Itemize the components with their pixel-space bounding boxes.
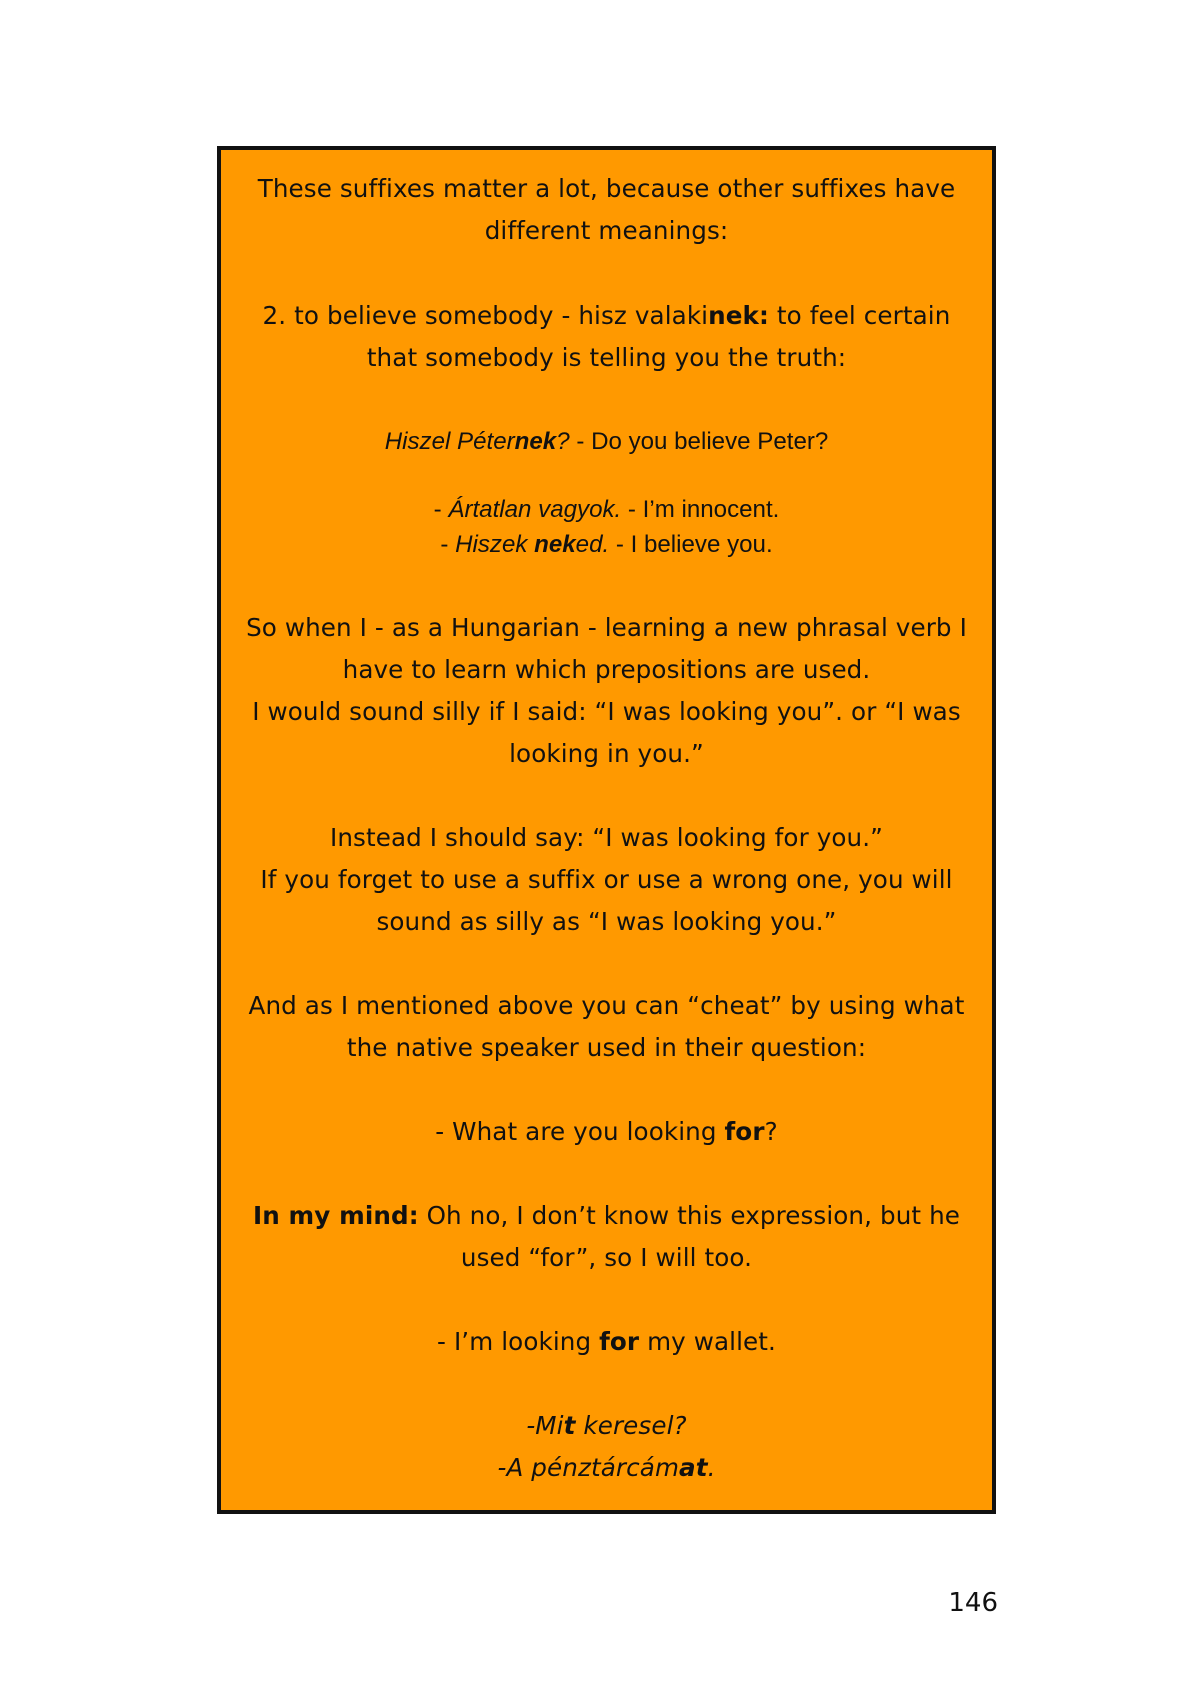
hungarian-answer-b: . [707,1453,716,1482]
para-hungarian-text-1: So when I - as a Hungarian - learning a new phrasal verb I [246,613,967,642]
para-instead-text-3: sound as silly as “I was looking you.” [376,907,837,936]
para-cheat-line-2 [221,1033,992,1062]
dialog-question-preposition: for [724,1117,765,1146]
example-question-en: - Do you believe Peter? [569,428,829,455]
dialog-answer-text-b: my wallet. [639,1327,776,1356]
hungarian-answer-a: -A pénztárcám [497,1453,680,1482]
reply1-dash: - [433,496,449,523]
hungarian-question-suffix: t [563,1411,576,1440]
reply2-suffix: nek [534,531,576,558]
in-my-mind-label: In my mind: [252,1201,419,1230]
dialog-question-mark: ? [764,1117,778,1146]
point2-text-b: to feel certain [768,301,951,330]
para-cheat-text-2: the native speaker used in their question: [346,1033,867,1062]
para-hungarian-text-3: I would sound silly if I said: “I was looking you”. or “I was [252,697,961,726]
in-my-mind-line-2 [221,1243,992,1272]
reply2-hu-a: Hiszek [455,531,535,558]
para-instead-text-2: If you forget to use a suffix or use a wrong one, you will [260,865,953,894]
reply2-hu-b: ed. [575,531,610,558]
dialog-answer-preposition: for [599,1327,640,1356]
in-my-mind-line-1 [221,1201,992,1230]
para-instead-line-1 [221,823,992,852]
example-question-suffix: nek [514,428,557,455]
intro-text-2: different meanings: [484,216,729,245]
para-hungarian-line-4 [221,739,992,768]
para-hungarian-text-2: have to learn which prepositions are used. [342,655,871,684]
point2-line-1 [221,301,992,330]
dialog-answer-text-a: - I’m looking [437,1327,600,1356]
point2-line-2 [221,343,992,372]
in-my-mind-text-2: used “for”, so I will too. [460,1243,753,1272]
para-hungarian-line-3 [221,697,992,726]
hungarian-question-b: keresel? [575,1411,687,1440]
para-hungarian-line-1 [221,613,992,642]
reply2-en: - I believe you. [609,531,773,558]
para-instead-text-1: Instead I should say: “I was looking for you.” [329,823,884,852]
para-instead-line-2 [221,865,992,894]
example-question-hu: Hiszel Péter [384,428,515,455]
intro-text-1: These suffixes matter a lot, because other suffixes have [257,174,956,203]
example-reply-2 [221,531,992,559]
highlight-box [217,146,996,1514]
hungarian-dialog-line-1 [221,1411,992,1440]
in-my-mind-text-1: Oh no, I don’t know this expression, but he [418,1201,961,1230]
hungarian-answer-suffix: at [679,1453,708,1482]
point2-text-a: 2. to believe somebody - hisz valaki [262,301,709,330]
hungarian-dialog-line-2 [221,1453,992,1482]
reply1-en: - I’m innocent. [621,496,780,523]
dialog-question [221,1117,992,1146]
hungarian-question-a: -Mi [526,1411,564,1440]
para-cheat-line-1 [221,991,992,1020]
page-number: 146 [948,1588,998,1618]
point2-text-2: that somebody is telling you the truth: [366,343,847,372]
para-hungarian-text-4: looking in you.” [509,739,704,768]
intro-line-1 [221,174,992,203]
para-cheat-text-1: And as I mentioned above you can “cheat” by using what [248,991,965,1020]
reply1-hu: Ártatlan vagyok. [448,496,622,523]
example-question-mark: ? [556,428,570,455]
reply2-dash: - [440,531,456,558]
dialog-question-text: - What are you looking [435,1117,725,1146]
example-question [221,428,992,456]
intro-line-2 [221,216,992,245]
para-instead-line-3 [221,907,992,936]
dialog-answer [221,1327,992,1356]
para-hungarian-line-2 [221,655,992,684]
point2-suffix: nek: [708,301,769,330]
example-reply-1 [221,496,992,524]
